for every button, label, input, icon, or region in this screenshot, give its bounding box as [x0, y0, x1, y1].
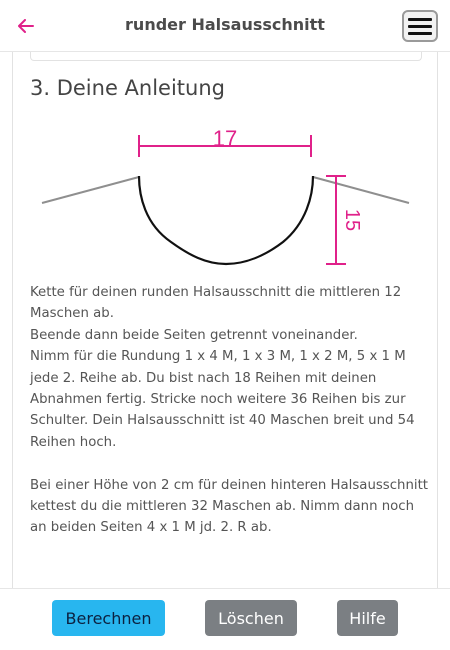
- neckline-curve: [139, 176, 313, 264]
- instruction-paragraph: Bei einer Höhe von 2 cm für deinen hinteren Halsausschnitt kettest du die mittleren 32 Maschen ab. Nimm dann noch an beiden Seiten 4 x 1 M jd. 2. R ab.: [30, 477, 429, 536]
- hamburger-icon-line: [408, 25, 432, 28]
- left-shoulder-line: [42, 177, 139, 203]
- app-header: [0, 0, 450, 52]
- right-shoulder-line: [313, 177, 409, 203]
- page-title: runder Halsausschnitt: [125, 15, 325, 34]
- height-dimension-label: 15: [341, 208, 363, 232]
- width-dimension-label: 17: [212, 126, 238, 151]
- instructions-text: [30, 282, 430, 539]
- delete-button[interactable]: Löschen: [205, 600, 297, 636]
- hamburger-icon-line: [408, 32, 432, 35]
- hamburger-icon-line: [408, 18, 432, 21]
- calculate-button[interactable]: Berechnen: [52, 600, 165, 636]
- instruction-paragraph: Beende dann beide Seiten getrennt voneinander.: [30, 327, 358, 343]
- instruction-paragraph: Nimm für die Rundung 1 x 4 M, 1 x 3 M, 1 x 2 M, 5 x 1 M jede 2. Reihe ab. Du bist nach 18 Reihen mit deinen Abnahmen fertig. Stricke noch weitere 36 Reihen bis zur Schulter. Dein Halsausschnitt ist 40 Maschen breit und 54 Reihen hoch.: [30, 349, 415, 450]
- instruction-card: [12, 52, 438, 612]
- neckline-diagram: [41, 124, 413, 274]
- action-bar: [0, 588, 450, 650]
- help-button[interactable]: Hilfe: [337, 600, 398, 636]
- menu-button[interactable]: [402, 10, 438, 42]
- paragraph-spacer: [30, 453, 430, 474]
- instruction-paragraph: Kette für deinen runden Halsausschnitt die mittleren 12 Maschen ab.: [30, 285, 402, 322]
- section-title: 3. Deine Anleitung: [30, 76, 225, 100]
- previous-section-box: [30, 52, 422, 61]
